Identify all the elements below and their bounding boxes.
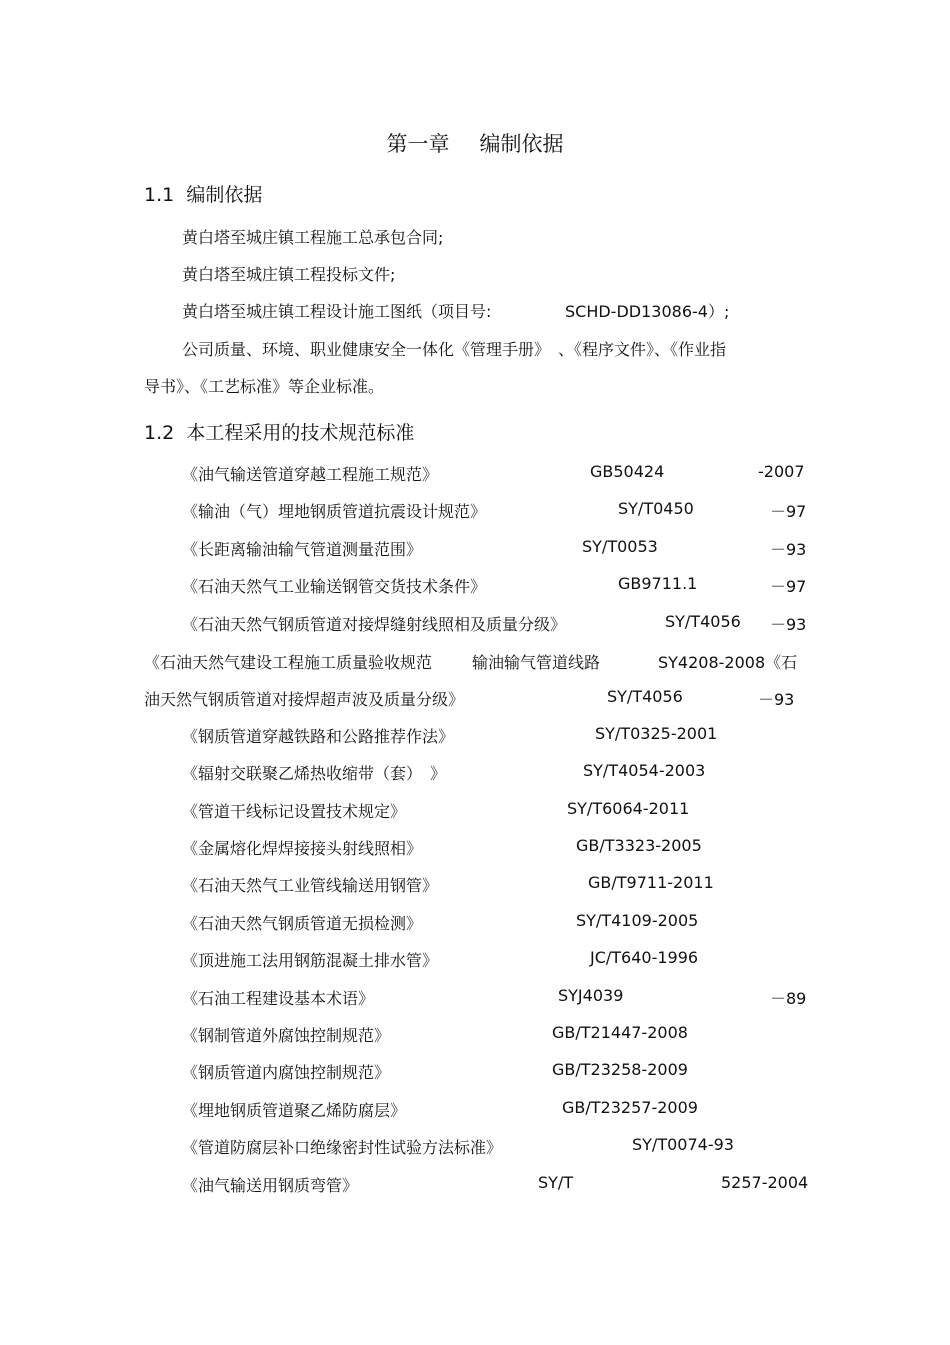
standard-row (182, 1173, 809, 1197)
basis-item-4-line-1: 公司质量、环境、职业健康安全一体化《管理手册》 、《程序文件》、《作业指 (182, 340, 727, 359)
standard-year: －89 (770, 989, 807, 1008)
standard-code: GB9711.1 (618, 574, 698, 593)
standard-code: SY4208-2008《石 (658, 653, 798, 672)
standard-name: 《石油工程建设基本术语》 (182, 989, 375, 1008)
standard-code: SY/T4109-2005 (576, 911, 699, 930)
standard-name: 《石油天然气工业管线输送用钢管》 (182, 876, 439, 895)
standard-code: SY/T0074-93 (632, 1135, 734, 1154)
standard-name: 《油气输送管道穿越工程施工规范》 (182, 465, 439, 484)
standard-row (182, 911, 699, 935)
standard-year: 5257-2004 (721, 1173, 809, 1192)
standard-row (182, 612, 807, 636)
standard-name: 《管道干线标记设置技术规定》 (182, 802, 407, 821)
standard-code: SY/T6064-2011 (567, 799, 690, 818)
standard-code: SY/T4056 (665, 612, 741, 631)
section-title: 本工程采用的技术规范标准 (186, 422, 415, 444)
standard-row (182, 1098, 698, 1122)
standard-year: －97 (770, 577, 807, 596)
standard-year: -2007 (758, 462, 805, 481)
standard-code: SY/T0325-2001 (595, 724, 718, 743)
basis-item-2: 黄白塔至城庄镇工程投标文件; (182, 265, 396, 284)
standard-row (182, 873, 714, 897)
standard-name: 《埋地钢质管道聚乙烯防腐层》 (182, 1101, 407, 1120)
standard-name: 《顶进施工法用钢筋混凝土排水管》 (182, 951, 439, 970)
standard-code: GB/T3323-2005 (576, 836, 702, 855)
standard-code: SY/T0450 (618, 499, 694, 518)
standard-code: SYJ4039 (558, 986, 624, 1005)
standard-code: GB50424 (590, 462, 665, 481)
standard-code: GB/T23258-2009 (552, 1060, 688, 1079)
standard-year: －97 (770, 502, 807, 521)
standard-name: 《钢质管道穿越铁路和公路推荐作法》 (182, 727, 455, 746)
standard-row (182, 836, 702, 860)
chapter-heading: 编制依据 (479, 132, 564, 156)
standard-year: －93 (758, 690, 795, 709)
section-number: 1.2 (144, 422, 175, 444)
basis-item-4-line-2: 导书》、《工艺标准》等企业标准。 (144, 377, 385, 396)
standard-row (182, 986, 807, 1010)
basis-item-3 (182, 299, 730, 322)
standard-code: JC/T640-1996 (590, 948, 699, 967)
standard-row (182, 948, 699, 972)
standard-name: 《钢质管道内腐蚀控制规范》 (182, 1063, 391, 1082)
standard-row (182, 1060, 688, 1084)
section-number: 1.1 (144, 184, 175, 206)
standard-category: 输油输气管道线路 (472, 653, 601, 672)
standard-code: SY/T0053 (582, 537, 658, 556)
project-number: SCHD-DD13086-4）; (565, 302, 730, 321)
standard-name: 《输油（气）埋地钢质管道抗震设计规范》 (182, 502, 487, 521)
standard-name: 《管道防腐层补口绝缘密封性试验方法标准》 (182, 1138, 503, 1157)
standard-code: SY/T4056 (607, 687, 683, 706)
standard-name: 《辐射交联聚乙烯热收缩带（套） 》 (182, 764, 447, 783)
standard-name: 《石油天然气建设工程施工质量验收规范 (144, 653, 433, 672)
standard-row (182, 462, 805, 486)
chapter-label: 第一章 (386, 132, 450, 156)
standard-code: SY/T (538, 1173, 574, 1192)
standard-code: GB/T23257-2009 (562, 1098, 698, 1117)
standard-row (182, 799, 690, 823)
standard-row (182, 724, 718, 748)
section-1-2-heading (144, 418, 414, 445)
section-1-1-heading (144, 180, 262, 207)
standard-code: GB/T9711-2011 (588, 873, 714, 892)
standard-name: 《石油天然气钢质管道无损检测》 (182, 914, 423, 933)
standard-name: 《油气输送用钢质弯管》 (182, 1176, 359, 1195)
basis-item-1: 黄白塔至城庄镇工程施工总承包合同; (182, 228, 444, 247)
standard-year: －93 (770, 540, 807, 559)
standard-year: －93 (770, 615, 807, 634)
basis-item-3-text: 黄白塔至城庄镇工程设计施工图纸（项目号: (182, 302, 492, 321)
chapter-title (0, 128, 950, 158)
standard-wrap-line-2 (144, 687, 795, 711)
standard-row (182, 761, 706, 785)
section-title: 编制依据 (186, 184, 263, 206)
standard-code: GB/T21447-2008 (552, 1023, 688, 1042)
standard-row (182, 1023, 688, 1047)
standard-row (182, 1135, 734, 1159)
standard-row (182, 537, 807, 561)
standard-wrap-line-1 (144, 650, 798, 674)
standard-name: 油天然气钢质管道对接焊超声波及质量分级》 (144, 690, 465, 709)
standard-code: SY/T4054-2003 (583, 761, 706, 780)
standard-name: 《金属熔化焊焊接接头射线照相》 (182, 839, 423, 858)
standard-row (182, 574, 807, 598)
standard-name: 《长距离输油输气管道测量范围》 (182, 540, 423, 559)
standard-row (182, 499, 807, 523)
standard-name: 《石油天然气钢质管道对接焊缝射线照相及质量分级》 (182, 615, 567, 634)
standard-name: 《石油天然气工业输送钢管交货技术条件》 (182, 577, 487, 596)
standard-name: 《钢制管道外腐蚀控制规范》 (182, 1026, 391, 1045)
